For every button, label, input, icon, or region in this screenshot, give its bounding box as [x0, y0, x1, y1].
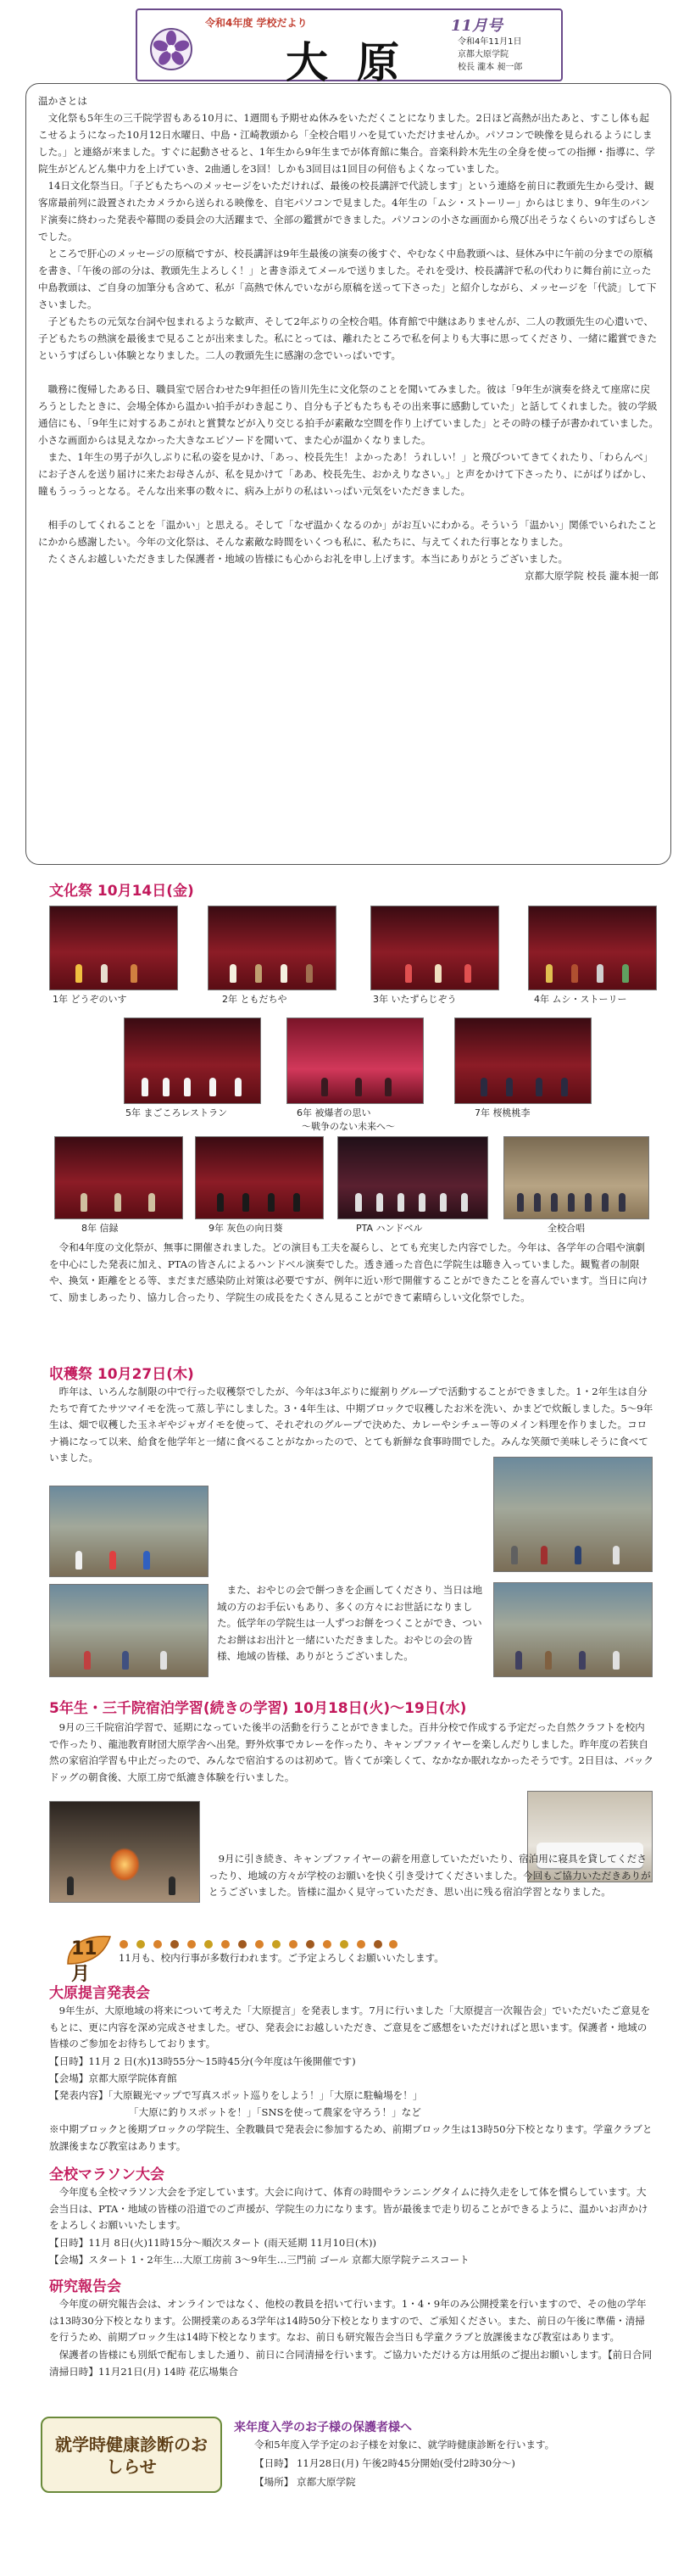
festival-photo-grade7 — [454, 1018, 592, 1104]
issue-date: 令和4年11月1日 — [458, 37, 522, 47]
camp-title: 5年生・三千院宿泊学習(続きの学習) 10月18日(火)～19日(水) — [49, 1700, 467, 1717]
festival-caption: 2年 ともだちや — [222, 994, 287, 1005]
harvest-photo-cooking — [49, 1486, 208, 1577]
festival-photo-grade8 — [54, 1136, 183, 1219]
marathon-title: 全校マラソン大会 — [49, 2166, 164, 2183]
festival-photo-grade1 — [49, 906, 178, 990]
festival-photo-grade6 — [286, 1018, 424, 1104]
school-name: 京都大原学院 — [458, 50, 509, 59]
teigen-date: 【日時】11月 2 日(水)13時55分～15時45分(今年度は午後開催です) — [49, 2055, 356, 2067]
health-place: 【場所】 京都大原学院 — [254, 2476, 356, 2488]
november-intro: 11月も、校内行事が多数行われます。ご予定よろしくお願いいたします。 — [119, 1952, 444, 1964]
camp-paragraph: 9月の三千院宿泊学習で、延期になっていた後半の活動を行うことができました。百井分校で作成する予定だった自然クラフトを校内で作ったり、龍池教育財団大原学舎へ出発。野外炊事でカレーを作ったり、キャンプファイヤーを楽しんだりしました。昨年度の若狭自然の家宿泊学習も中止だったので、みんなで宿泊するのは初めて。皆くてが楽しくて、なかなか眠れなかったそうです。2日目は、バックドッグの朝食後、大原工房で紙漉き体験を行いました。 — [49, 1721, 653, 1783]
festival-title: 文化祭 10月14日(金) — [49, 883, 194, 900]
november-badge — [64, 1933, 114, 1985]
letter-text — [38, 92, 659, 584]
festival-photo-grade5 — [124, 1018, 261, 1104]
newsletter-header — [136, 8, 563, 87]
letter-paragraph: たくさんお越しいただきました保護者・地域の皆様にも心からお礼を申し上げます。本当にありがとうございました。 — [47, 553, 569, 565]
teigen-note: ※中期ブロックと後期ブロックの学院生、全教職員で発表会に参加するため、前期ブロック生は13時50分下校となります。学童クラブと放課後まなび教室はあります。 — [49, 2123, 653, 2152]
festival-caption: 8年 信録 — [81, 1223, 119, 1234]
principal-name: 校長 瀧本 昶一郎 — [458, 63, 523, 72]
festival-caption: 4年 ムシ・ストーリー — [534, 994, 627, 1005]
harvest-paragraph: 昨年は、いろんな制限の中で行った収穫祭でしたが、今年は3年ぶりに縦割りグループで活動することができました。1・2年生は自分たちで育てたサツマイモを洗って蒸し芋にしました。3・4年生は、中期ブロックで収穫したお米を洗い、かまどで炊飯しました。5～9年生は、畑で収穫した玉ネギやジャガイモを使って、それぞれのグループで決めた、カレーやシチュー等のメイン料理を作りました。コロナ禍になって以来、給食を他学年と一緒に食べることがなかったので、とても新鮮な食事時間でした。みんな笑顔で美味しそうに食べていました。 — [49, 1386, 653, 1464]
issue-info — [458, 36, 522, 74]
festival-caption: 1年 どうぞのいす — [53, 994, 127, 1005]
health-title: 来年度入学のお子様の保護者様へ — [234, 2421, 412, 2434]
health-check-badge — [41, 2417, 222, 2493]
festival-photo-grade9 — [195, 1136, 324, 1219]
research-title: 研究報告会 — [49, 2278, 121, 2295]
research-text-2: 保護者の皆様にも別紙で配布しました通り、前日に合同清掃を行います。ご協力いただける方は用紙のご提出お願いします。【前日合同清掃日時】11月21日(月) 14時 花広場集合 — [49, 2349, 653, 2378]
letter-paragraph: 相手のしてくれることを「温かい」と思える。そして「なぜ温かくなるのか」がお互いにわかる。そういう「温かい」関係でいられたことにかから感謝したい。今年の文化祭は、そんな素敵な時間をいくつも私に、私たちに、与えてくれた行事となりました。 — [38, 519, 658, 548]
health-text: 令和5年度入学予定のお子様を対象に、就学時健康診断を行います。 — [254, 2439, 555, 2451]
festival-photo-pta — [337, 1136, 488, 1219]
letter-heading: 温かさとは — [38, 95, 87, 107]
festival-photo-grade3 — [370, 906, 499, 990]
letter-paragraph: 文化祭も5年生の三千院学習もある10月に、1週間も予期せぬ休みをいただくことになりました。2日ほど高熱が出たあと、すこし体も起こせるようになった10月12日水曜日、中島・江崎教頭から「全校合唱リハを見ていただけませんか。パソコンで映像を見られるようにしました。」と連絡が来ました。すぐに起動させると、1年生から9年生までが体育館に集合。音楽科鈴木先生の全身を使っての指揮・指導に、学院生がどんどん集中力を上げていき、2曲通しを3回！しかも3回目は1回目の何倍もよくなっていました。 — [38, 112, 655, 175]
festival-caption: 3年 いたずらじぞう — [373, 994, 457, 1005]
festival-caption: 6年 被爆者の思い — [297, 1107, 371, 1118]
newsletter-title: 大原 — [286, 37, 428, 87]
letter-paragraph: 子どもたちの元気な台詞や包まれるような歓声、そして2年ぶりの全校合唱。体育館で中継はありませんが、二人の教頭先生の心遣いで、子どもたちの熱演を最後まで見ることが出来ました。私にとっては、離れたところで私を何よりも大事に思ってくださり、一緒に鑑賞できたというすばらしい体験となりました。二人の教頭先生に感謝の念でいっぱいです。 — [38, 315, 658, 361]
teigen-content: 【発表内容】「大原観光マップで写真スポット巡りをしよう！」「大原に駐輪場を！」 — [49, 2089, 423, 2101]
letter-paragraph: ところで肝心のメッセージの原稿ですが、校長講評は9年生最後の演奏の後すぐ、やむなく中島教頭へは、昼休み中に午前の分までの原稿を書き、「午後の部の分は、教頭先生よろしく！」と書き添えてメールで送りました。それを受け、校長講評で私の代わりに舞台前に立った中島教頭は、ご自身の加筆分も含めて、私が「高熱で休んでいながら原稿を送って下さった」と紹介しながら、メッセージを「代読」して下さいました。 — [38, 248, 657, 310]
festival-caption: 9年 灰色の向日葵 — [208, 1223, 283, 1234]
festival-photo-grade4 — [528, 906, 657, 990]
harvest-photo-community — [493, 1582, 653, 1677]
research-text: 今年度の研究報告会は、オンラインではなく、他校の教員を招いて行います。1・4・9年のみ公開授業を行いますので、その他の学年は13時30分下校となります。公開授業のある3学年は14時50分下校となりますので、ご承知ください。また、前日の午後に準備・清掃を行うため、前期ブロック生は14時下校となります。なお、前日も研究報告会当日も学童クラブと放課後まなび教室はあります。 — [49, 2298, 647, 2343]
harvest-photo-lunch — [493, 1457, 653, 1572]
health-date: 【日時】 11月28日(月) 午後2時45分開始(受付2時30分～) — [254, 2457, 515, 2469]
festival-caption: 5年 まごころレストラン — [125, 1107, 228, 1118]
principal-letter-box — [25, 83, 671, 865]
november-badge-text: 11月 — [71, 1938, 97, 1985]
camp-paragraph: 9月に引き続き、キャンプファイヤーの薪を用意していただいたり、宿泊用に寝具を貸してくださったり、地域の方々が学校のお願いを快く引き受けてくださいました。今回もご協力いただきありがとうございました。皆様に温かく見守っていただき、思い出に残る宿泊学習となりました。 — [208, 1853, 651, 1898]
letter-signature: 京都大原学院 校長 瀧本昶一郎 — [524, 570, 659, 582]
teigen-content-2: 「大原に釣りスポットを！」「SNSを使って農家を守ろう！」など — [129, 2106, 421, 2118]
festival-caption: ～戦争のない未来へ～ — [302, 1121, 395, 1132]
issue-month: 11月号 — [451, 17, 503, 35]
harvest-paragraph: また、おやじの会で餅つきを企画してくださり、当日は地域の方のお手伝いもあり、多くの方々にお世話になりました。低学年の学院生は一人ずつお餅をつくことができ、ついたお餅はお出汁と一緒にいただきました。おやじの会の皆様、地域の皆様、ありがとうございました。 — [217, 1584, 483, 1662]
letter-paragraph: また、1年生の男子が久しぶりに私の姿を見かけ、「あっ、校長先生！よかったあ！うれしい！」と飛びついてきてくれたり、「わらんべ」にお子さんを送り届けに来たお母さんが、私を見かけて「ああ、校長先生、おかえりなさい。」と声をかけて下さったり、にがばりばかし、瞳もうっうっとなる。そんな出来事の数々に、病み上がりの私はいっぱい元気をいただきました。 — [38, 451, 653, 497]
issue-label: 令和4年度 学校だより — [205, 17, 308, 29]
festival-caption: PTA ハンドベル — [356, 1223, 423, 1234]
marathon-date: 【日時】11月 8日(火)11時15分～順次スタート (雨天延期 11月10日(木)) — [49, 2237, 376, 2249]
letter-paragraph: 14日文化祭当日。「子どもたちへのメッセージをいただければ、最後の校長講評で代読します」という連絡を前日に教頭先生から受け、観客席最前列に設置されたカメラから送られる映像を、自宅パソコンで見ました。4年生の「ムシ・ストーリー」からはじまり、9年生のバンド演奏に終わった発表や幕間の委員会の大活躍まで、全部の鑑賞ができました。パソコンの小さな画面から飛び出そうなくらいのすばらしさでした。 — [38, 180, 657, 243]
festival-caption: 7年 桜桃桃李 — [475, 1107, 531, 1118]
letter-paragraph: 職務に復帰したある日、職員室で居合わせた9年担任の皆川先生に文化祭のことを聞いてみました。彼は「9年生が演奏を終えて座席に戻ろうとしたときに、会場全体から温かい拍手がわき起こり、自分も子どもたちもその出来事に感動していた」と話してくれました。彼の学級通信にも、「9年生に対するあこがれと賞賛などが入り交じる拍手が素敵な空間を作り上げていました」とその時の様子が書かれていました。小さな画面からは見えなかった大きなエピソードを聞いて、また心が温かくなりました。 — [38, 383, 659, 446]
teigen-text: 9年生が、大原地域の将来について考えた「大原提言」を発表します。7月に行いました「大原提言一次報告会」でいただいたご意見をもとに、更に内容を深め完成させました。ぜひ、発表会にお越しいただき、ご意見をご感想をいただければと思います。保護者・地域の皆様のご参加をお待ちしております。 — [49, 2004, 651, 2049]
teigen-title: 大原提言発表会 — [49, 1985, 150, 2002]
camp-photo-fire — [49, 1801, 200, 1903]
health-check-badge-text: 就学時健康診断のおしらせ — [55, 2434, 208, 2477]
festival-photo-choir — [503, 1136, 649, 1219]
marathon-text: 今年度も全校マラソン大会を予定しています。大会に向けて、体育の時間やランニングタイムに持久走をして体を慣らしています。大会当日は、PTA・地域の皆様の沿道でのご声援が、学院生の力になります。皆が最後まで走り切ることができるように、温かいお声かけをよろしくお願いいたします。 — [49, 2186, 648, 2231]
marathon-place: 【会場】スタート 1・2年生…大原工房前 3～9年生…三門前 ゴール 京都大原学院テニスコート — [49, 2254, 470, 2266]
harvest-photo-mochi — [49, 1584, 208, 1677]
festival-caption: 全校合唱 — [548, 1223, 585, 1234]
harvest-title: 収穫祭 10月27日(木) — [49, 1366, 194, 1383]
leaf-garland-icon — [119, 1937, 398, 1947]
festival-photo-grade2 — [208, 906, 336, 990]
teigen-place: 【会場】京都大原学院体育館 — [49, 2072, 177, 2084]
school-emblem-icon — [149, 27, 193, 71]
festival-report: 令和4年度の文化祭が、無事に開催されました。どの演目も工夫を凝らし、とても充実した内容でした。今年は、各学年の合唱や演劇を中心にした発表に加え、PTAの皆さんによるハンドベル演奏でした。透き通った音色に学院生は聴き入っていました。観覧者の制限や、換気・距離をとる等、まだまだ感染防止対策は必要ですが、例年に近い形で開催することができたことを喜んでいます。当日に向けて、励ましあったり、協力し合ったり、学院生の成長をたくさん見ることができて素晴らしい文化祭でした。 — [49, 1241, 648, 1303]
